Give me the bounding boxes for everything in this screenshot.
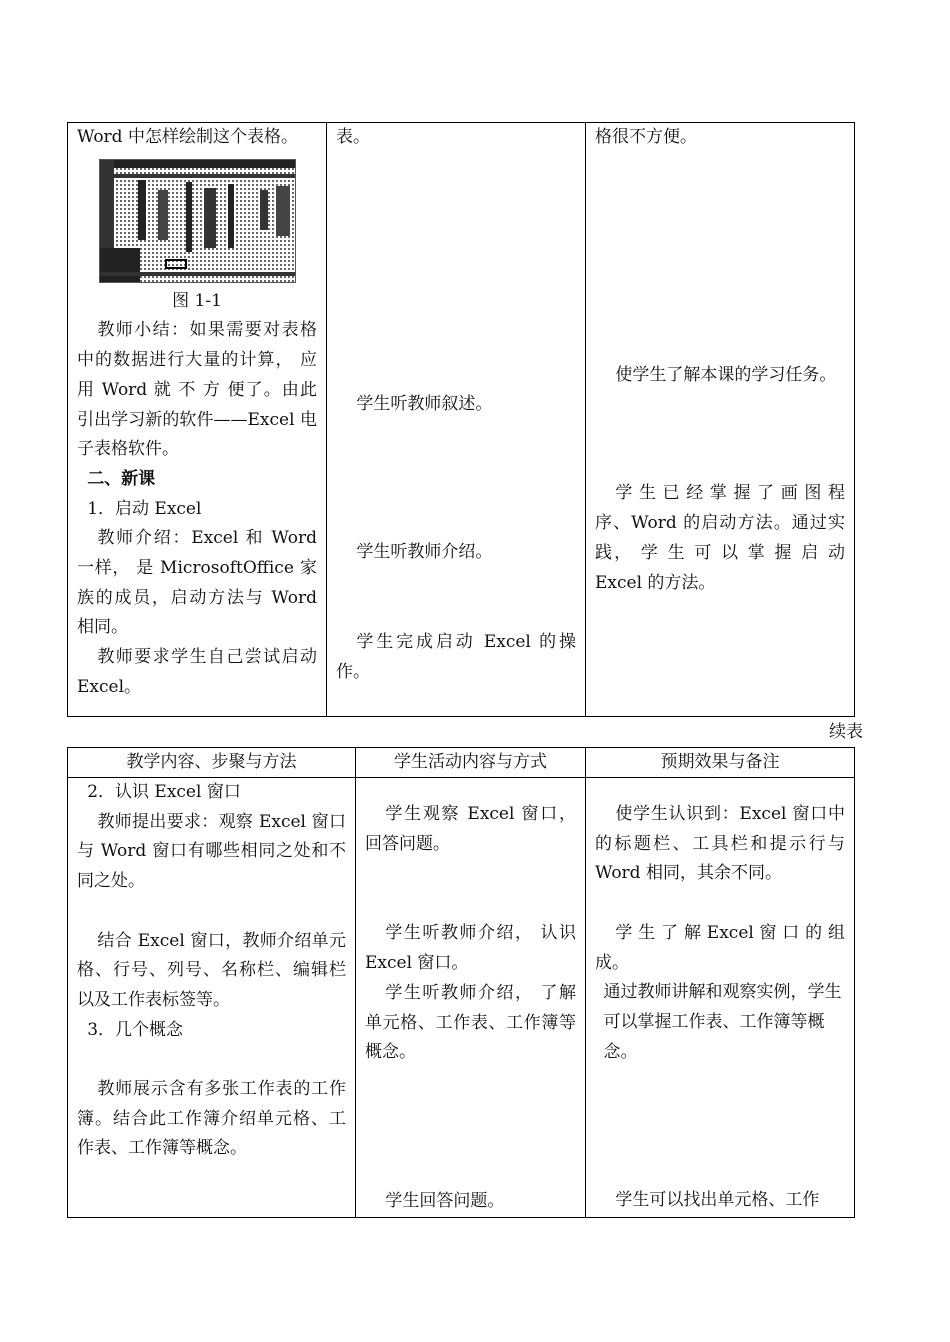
student-activity-cell <box>327 123 586 717</box>
item-know-window: 2．认识 Excel 窗口 <box>87 782 241 802</box>
teacher-summary: 教师小结：如果需要对表格中的数据进行大量的计算， 应 用 Word 就 不 方 便了。由此引出学习新的软件——Excel 电子表格软件。 <box>77 320 317 460</box>
teacher-request: 教师要求学生自己尝试启动 Excel。 <box>77 647 317 697</box>
lesson-table-part1 <box>67 122 855 717</box>
question-line: Word 中怎样绘制这个表格。 <box>77 127 298 147</box>
header-expected-effect: 预期效果与备注 <box>586 748 855 778</box>
figure-caption: 图 1-1 <box>172 290 222 311</box>
effect-master-start: 学 生 已 经 掌 握 了 画 图 程 序、Word 的启动方法。通过实 践， 学 生 可 以 掌 握 启 动 Excel 的方法。 <box>595 483 845 593</box>
activity-listen-window: 学生听教师介绍， 认识 Excel 窗口。 <box>365 923 576 974</box>
student-activity-cell-2 <box>356 778 586 1218</box>
teacher-show-workbook: 教师展示含有多张工作表的工作簿。结合此工作簿介绍单元格、工作表、工作簿等概念。 <box>77 1079 346 1159</box>
activity-listen-concepts: 学生听教师介绍， 了解单元格、工作表、工作簿等概念。 <box>365 982 576 1063</box>
continued-label: 续表 <box>829 722 863 742</box>
section-heading: 二、新课 <box>87 468 156 489</box>
activity-observe: 学生观察 Excel 窗口，回答问题。 <box>365 804 576 854</box>
effect-find-cells: 学生可以找出单元格、工作 <box>615 1190 820 1211</box>
teaching-content-cell <box>68 123 327 717</box>
teacher-intro: 教师介绍：Excel 和 Word 一样， 是 MicrosoftOffice 家族的成员，启动方法与 Word 相同。 <box>77 528 317 638</box>
teacher-ask: 教师提出要求：观察 Excel 窗口与 Word 窗口有哪些相同之处和不同之处。 <box>77 811 346 892</box>
effect-recognize: 使学生认识到：Excel 窗口中的标题栏、工具栏和提示行与 Word 相同，其余不同。 <box>595 804 845 884</box>
effect-line1: 格很不方便。 <box>595 127 697 147</box>
item-concepts: 3．几个概念 <box>87 1019 184 1040</box>
teacher-combine: 结合 Excel 窗口，教师介绍单元格、行号、列号、名称栏、编辑栏以及工作表标签等。 <box>77 930 346 1010</box>
activity-listen-narration: 学生听教师叙述。 <box>356 393 493 414</box>
activity-complete-start: 学生完成启动 Excel 的操作。 <box>336 632 576 682</box>
effect-master-concepts: 通过教师讲解和观察实例，学生可以掌握工作表、工作簿等概念。 <box>603 982 842 1062</box>
spreadsheet-figure-image <box>99 159 296 283</box>
lesson-table-part2 <box>67 747 855 1218</box>
item-start-excel: 1．启动 Excel <box>87 498 202 519</box>
header-teaching-content: 教学内容、步聚与方法 <box>68 748 356 778</box>
header-student-activity: 学生活动内容与方式 <box>356 748 586 778</box>
expected-effect-cell <box>586 123 855 717</box>
expected-effect-cell-2 <box>586 778 855 1218</box>
activity-line1: 表。 <box>336 127 370 147</box>
activity-listen-intro: 学生听教师介绍。 <box>356 542 493 563</box>
activity-answer: 学生回答问题。 <box>385 1190 505 1211</box>
effect-learn-task: 使学生了解本课的学习任务。 <box>615 364 837 385</box>
effect-window-parts: 学 生 了 解 Excel 窗 口 的 组成。 <box>595 922 845 973</box>
teaching-content-cell-2 <box>68 778 356 1218</box>
